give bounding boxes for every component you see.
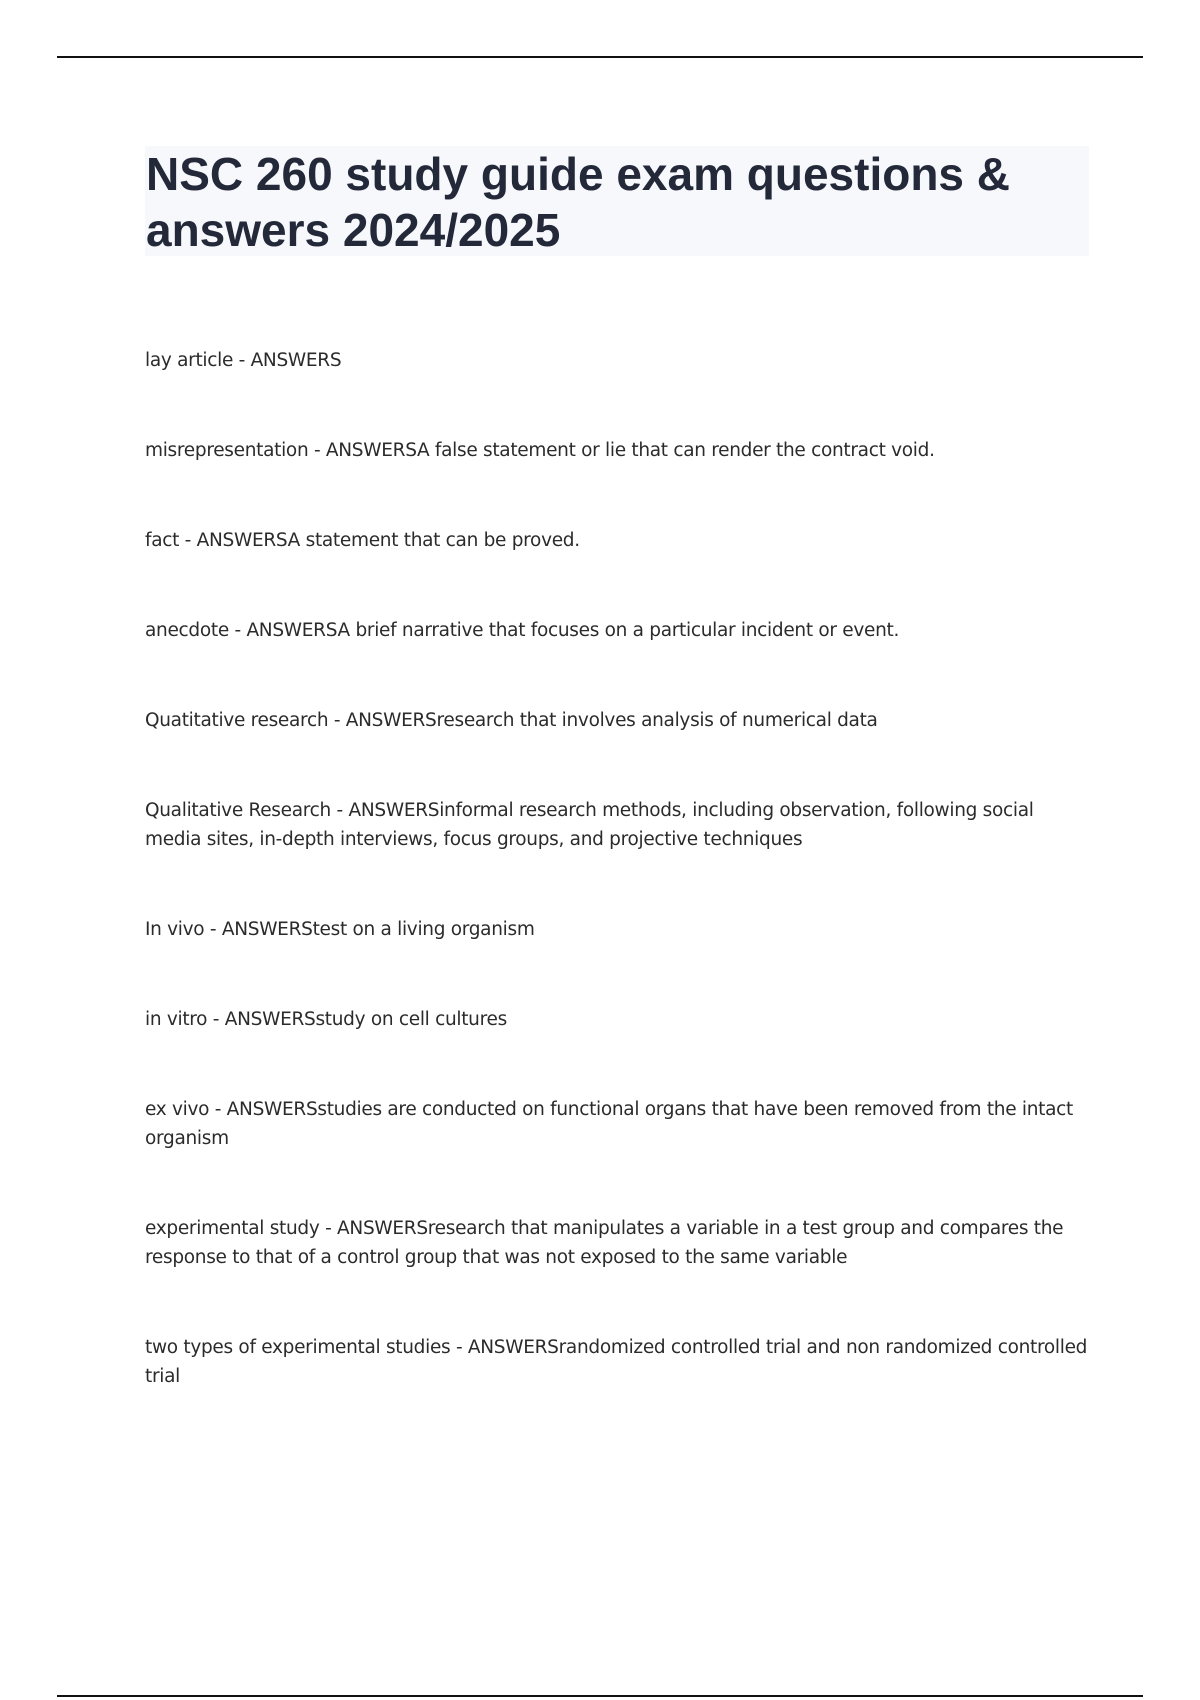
qa-item-experimental-study: experimental study - ANSWERSresearch that manipulates a variable in a test group and compares the response to that of a control group that was not exposed to the same variable [145, 1218, 1064, 1268]
qa-item-fact: fact - ANSWERSA statement that can be proved. [145, 530, 580, 551]
top-rule [57, 56, 1143, 58]
qa-item-in-vivo: In vivo - ANSWERStest on a living organism [145, 919, 535, 940]
qa-item-ex-vivo: ex vivo - ANSWERSstudies are conducted on functional organs that have been removed from the intact organism [145, 1099, 1073, 1149]
qa-item-qualitative-research: Qualitative Research - ANSWERSinformal research methods, including observation, following social media sites, in-depth interviews, focus groups, and projective techniques [145, 800, 1034, 850]
qa-item-experimental-study-types: two types of experimental studies - ANSWERSrandomized controlled trial and non randomized controlled trial [145, 1337, 1088, 1387]
title-block [145, 146, 1089, 256]
bottom-rule [57, 1695, 1143, 1697]
qa-item-anecdote: anecdote - ANSWERSA brief narrative that focuses on a particular incident or event. [145, 620, 900, 641]
qa-item-misrepresentation: misrepresentation - ANSWERSA false statement or lie that can render the contract void. [145, 440, 935, 461]
qa-item-in-vitro: in vitro - ANSWERSstudy on cell cultures [145, 1009, 507, 1030]
qa-item-quantitative-research: Quatitative research - ANSWERSresearch that involves analysis of numerical data [145, 710, 878, 731]
page-title: NSC 260 study guide exam questions & answers 2024/2025 [146, 148, 1011, 256]
qa-item-lay-article: lay article - ANSWERS [145, 350, 342, 371]
qa-list [145, 346, 1090, 1452]
